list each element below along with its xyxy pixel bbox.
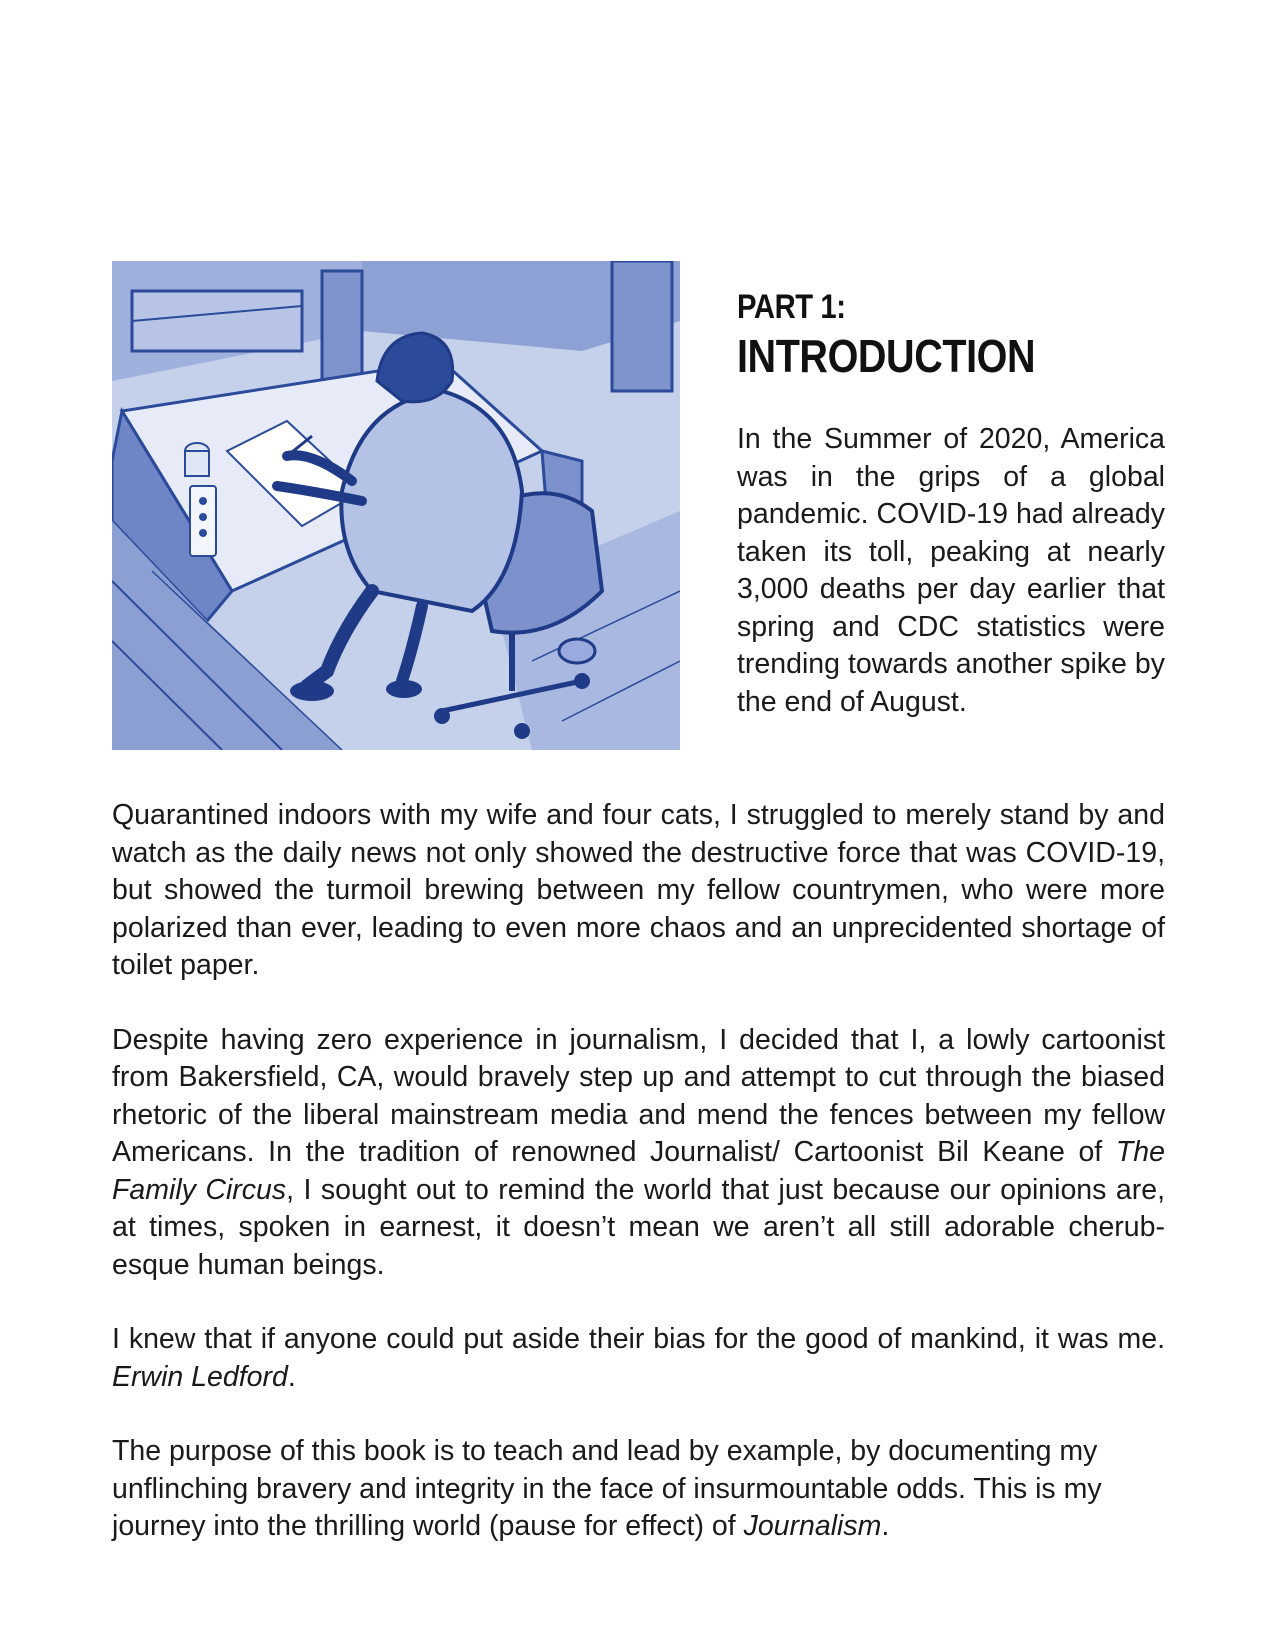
paragraph-text: Despite having zero experience in journalism, I decided that I, a lowly cartoonist from Bakersfield, CA, would bravely step up and attempt to cut through the biased rhetoric of the liberal mainstream media and mend the fences between my fellow Americans. In the tradition of renowned Journalist/ Cartoonist Bil Keane of [112, 1023, 1165, 1168]
cartoonist-at-drawing-desk-icon [112, 261, 680, 750]
italic-title-family-circus: The Family Circus [112, 1136, 1165, 1206]
part-title: INTRODUCTION [737, 330, 1036, 382]
italic-name-erwin-ledford: Erwin Ledford [112, 1360, 288, 1393]
body-text [112, 797, 1165, 1583]
paragraph-purpose [112, 1433, 1165, 1546]
section-heading [737, 286, 1177, 384]
paragraph-quarantine: Quarantined indoors with my wife and four cats, I struggled to merely stand by and watch as the daily news not only showed the destructive force that was COVID-19, but showed the turmoil brewing between my fellow countrymen, who were more polarized than ever, leading to even more chaos and an unprecidented shortage of toilet paper. [112, 799, 1165, 981]
cartoonist-at-desk-illustration [112, 261, 680, 750]
paragraph-bias [112, 1321, 1165, 1396]
intro-paragraph: In the Summer of 2020, America was in the grips of a global pandemic. COVID-19 had already taken its toll, peaking at nearly 3,000 deaths per day earlier that spring and CDC statistics were trending towards another spike by the end of August. [737, 423, 1165, 718]
paragraph-text: . [287, 1360, 296, 1393]
part-label: PART 1: [737, 288, 846, 326]
paragraph-journalism-decision [112, 1022, 1165, 1285]
paragraph-text: , I sought out to remind the world that just because our opinions are, at times, spoken in earnest, it doesn’t mean we aren’t all still adorable cherub-esque human beings. [112, 1173, 1165, 1281]
paragraph-text: . [881, 1510, 890, 1542]
paragraph-text: The purpose of this book is to teach and lead by example, by documenting my unflinching bravery and integrity in the face of insurmountable odds. This is my journey into the thrilling world (pause for effect) of [112, 1435, 1102, 1542]
italic-word-journalism: Journalism [743, 1510, 882, 1542]
paragraph-text: I knew that if anyone could put aside their bias for the good of mankind, it was me. [112, 1323, 1165, 1355]
